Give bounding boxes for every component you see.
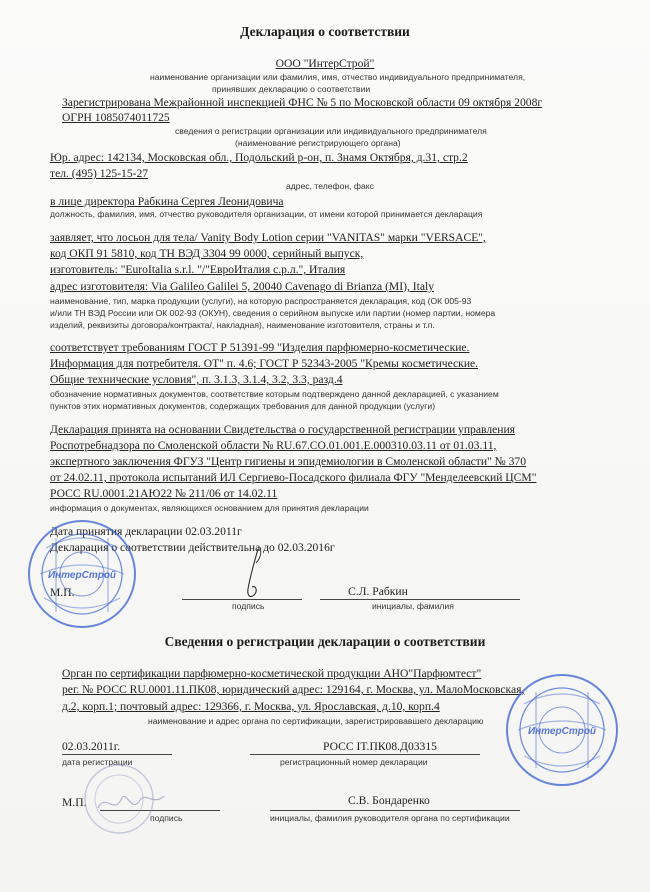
registration-date-caption: дата регистрации <box>62 757 133 767</box>
stamp-place-label-2: М.П. <box>62 796 87 809</box>
basis-caption: информация о документах, являющихся основанием для принятия декларации <box>50 503 369 513</box>
org-caption-2: принявших декларацию о соответствии <box>212 84 371 94</box>
registration-number-caption: регистрационный номер декларации <box>280 757 428 767</box>
certification-line-1: Орган по сертификации парфюмерно-косметической продукции АНО"Парфюмтест" <box>62 667 482 680</box>
product-caption-1: наименование, тип, марка продукции (услуги), на которую распространяется декларация, код (ОК 005-93 <box>50 296 472 306</box>
product-line-1: заявляет, что лосьон для тела/ Vanity Body Lotion серии "VANITAS" марки "VERSACE", <box>50 231 486 244</box>
standard-line-2: Информация для потребителя. ОТ" п. 4.6; ГОСТ Р 52343-2005 "Кремы косметические. <box>50 357 479 370</box>
name-line-1 <box>320 599 520 600</box>
phone-line: тел. (495) 125-15-27 <box>50 167 149 180</box>
product-caption-3: изделий, реквизиты договора/контракта/, накладная), наименование изготовителя, страны и т.п. <box>50 320 435 330</box>
basis-line-3: экспертного заключения ФГУЗ "Центр гигиены и эпидемиологии в Смоленской области" № 370 <box>50 455 527 468</box>
initials-caption-1: инициалы, фамилия <box>372 601 454 611</box>
registration-number: РОСС IT.ПК08.Д03315 <box>323 740 437 753</box>
initials-caption-2: инициалы, фамилия руководителя органа по сертификации <box>270 813 510 823</box>
org-caption-1: наименование организации или фамилия, имя, отчество индивидуального предпринимателя, <box>150 72 526 82</box>
standard-caption-1: обозначение нормативных документов, соответствие которым подтверждено данной декларацией, с указанием <box>50 389 499 399</box>
document-title: Декларация о соответствии <box>240 24 410 39</box>
name-line-2 <box>270 810 520 811</box>
signer-name-2: С.В. Бондаренко <box>348 794 430 807</box>
product-line-2: код ОКП 91 5810, код ТН ВЭД 3304 99 0000, серийный выпуск, <box>50 247 364 260</box>
basis-line-5: РОСС RU.0001.21АЮ22 № 211/06 от 14.02.11 <box>50 487 278 500</box>
reg-number-line <box>250 754 480 755</box>
registration-line-2: ОГРН 1085074011725 <box>62 111 170 124</box>
registration-seal-stamp <box>82 762 156 836</box>
stamp-1-label: ИнтерСтрой <box>47 570 117 581</box>
stamp-2-label: ИнтерСтрой <box>527 726 597 737</box>
company-seal-stamp-1 <box>26 518 138 630</box>
certification-line-2: рег. № РОСС RU.0001.11.ПК08, юридический адрес: 129164, г. Москва, ул. МалоМосковская, <box>62 683 525 696</box>
signature-caption-1: подпись <box>232 601 265 611</box>
section-2-title: Сведения о регистрации декларации о соответствии <box>164 634 486 649</box>
handwritten-signature-1 <box>230 545 290 605</box>
company-seal-stamp-2 <box>504 672 620 788</box>
basis-line-4: от 24.02.11, протокола испытаний ИЛ Сергиево-Посадского филиала ФГУ "Менделеевский ЦСМ" <box>50 471 537 484</box>
validity-statement: Декларация о соответствии действительна до 02.03.2016г <box>50 541 335 554</box>
director-caption: должность, фамилия, имя, отчество руководителя организации, от имени которой принимается декларация <box>50 209 483 219</box>
signer-name-1: С.Л. Рабкин <box>348 585 408 598</box>
basis-line-1: Декларация принята на основании Свидетельства о государственной регистрации управления <box>50 423 515 436</box>
registration-date: 02.03.2011г. <box>62 740 121 753</box>
standard-line-3: Общие технические условия", п. 3.1.3, 3.1.4, 3.2, 3.3, разд.4 <box>50 373 343 386</box>
certification-caption: наименование и адрес органа по сертификации, зарегистрировавшего декларацию <box>148 716 484 726</box>
reg-date-line <box>62 754 172 755</box>
standard-line-1: соответствует требованиям ГОСТ Р 51391-99 "Изделия парфюмерно-косметические. <box>50 341 470 354</box>
director-line: в лице директора Рабкина Сергея Леонидовича <box>50 195 284 208</box>
organization-name: ООО "ИнтерСтрой" <box>275 57 375 70</box>
legal-address: Юр. адрес: 142134, Московская обл., Подольский р-он, п. Знамя Октября, д.31, стр.2 <box>50 151 468 164</box>
product-line-4: адрес изготовителя: Via Galileo Galilei 5, 20040 Cavenago di Brianza (MI), Italy <box>50 280 434 293</box>
product-caption-2: и/или ТН ВЭД России или ОК 002-93 (ОКУН), сведения о серийном выпуске или партии (номер партии, номера <box>50 308 496 318</box>
date-adopted: Дата принятия декларации 02.03.2011г <box>50 525 242 538</box>
registration-line-1: Зарегистрирована Межрайонной инспекцией ФНС № 5 по Московской области 09 октября 2008г <box>62 96 543 109</box>
basis-line-2: Роспотребнадзора по Смоленской области № RU.67.CO.01.001.E.000310.03.11 от 01.03.11, <box>50 439 497 452</box>
stamp-place-label-1: М.П. <box>50 586 75 599</box>
registration-caption-2: (наименование регистрирующего органа) <box>235 138 401 148</box>
standard-caption-2: пунктов этих нормативных документов, содержащих требования для данной продукции (услуги) <box>50 401 436 411</box>
product-line-3: изготовитель: "EuroItalia s.r.l. "/"ЕвроИталия с.р.л.", Италия <box>50 263 346 276</box>
registration-caption-1: сведения о регистрации организации или индивидуального предпринимателя <box>175 126 487 136</box>
signature-caption-2: подпись <box>150 813 183 823</box>
certification-line-3: д.2, корп.1; почтовый адрес: 129366, г. Москва, ул. Ярославская, д.10, корп.4 <box>62 700 440 713</box>
address-caption: адрес, телефон, факс <box>286 181 374 191</box>
